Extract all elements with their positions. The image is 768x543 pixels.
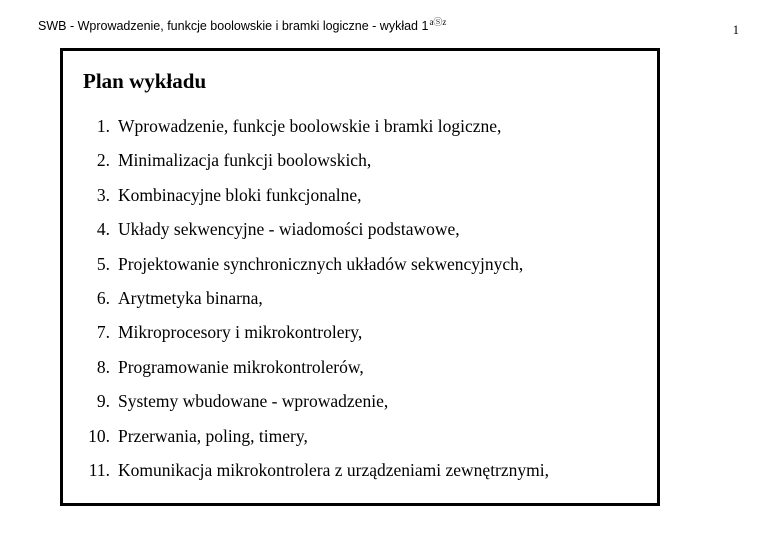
header-superscript: aⓈz: [429, 17, 447, 27]
item-number: 7.: [96, 322, 110, 343]
item-number: 4.: [96, 219, 110, 240]
item-number: 3.: [96, 184, 110, 205]
item-number: 10.: [88, 425, 110, 446]
slide-title: Plan wykładu: [83, 69, 207, 93]
item-number: 2.: [96, 150, 110, 171]
header-text: SWB - Wprowadzenie, funkcje boolowskie i bramki logiczne - wykład 1: [38, 19, 429, 33]
item-text: Systemy wbudowane - wprowadzenie,: [118, 391, 389, 412]
item-number: 6.: [96, 287, 110, 308]
item-number: 5.: [96, 253, 110, 274]
item-number: 8.: [96, 356, 110, 377]
item-number: 1.: [96, 116, 110, 136]
item-number: 11.: [88, 459, 110, 480]
item-text: Programowanie mikrokontrolerów,: [118, 356, 364, 377]
item-text: Arytmetyka binarna,: [118, 287, 263, 308]
page-number: 1: [732, 23, 739, 37]
item-text: Projektowanie synchronicznych układów sekwencyjnych,: [118, 253, 524, 274]
item-text: Wprowadzenie, funkcje boolowskie i bramki logiczne,: [118, 116, 502, 136]
page-header: [38, 18, 446, 35]
item-text: Mikroprocesory i mikrokontrolery,: [118, 322, 363, 343]
item-text: Układy sekwencyjne - wiadomości podstawowe,: [118, 219, 460, 240]
item-text: Kombinacyjne bloki funkcjonalne,: [118, 184, 362, 205]
item-number: 9.: [96, 391, 110, 412]
item-text: Komunikacja mikrokontrolera z urządzeniami zewnętrznymi,: [118, 459, 550, 480]
item-text: Przerwania, poling, timery,: [118, 425, 308, 446]
slide-frame: [60, 48, 660, 506]
item-text: Minimalizacja funkcji boolowskich,: [118, 150, 372, 171]
